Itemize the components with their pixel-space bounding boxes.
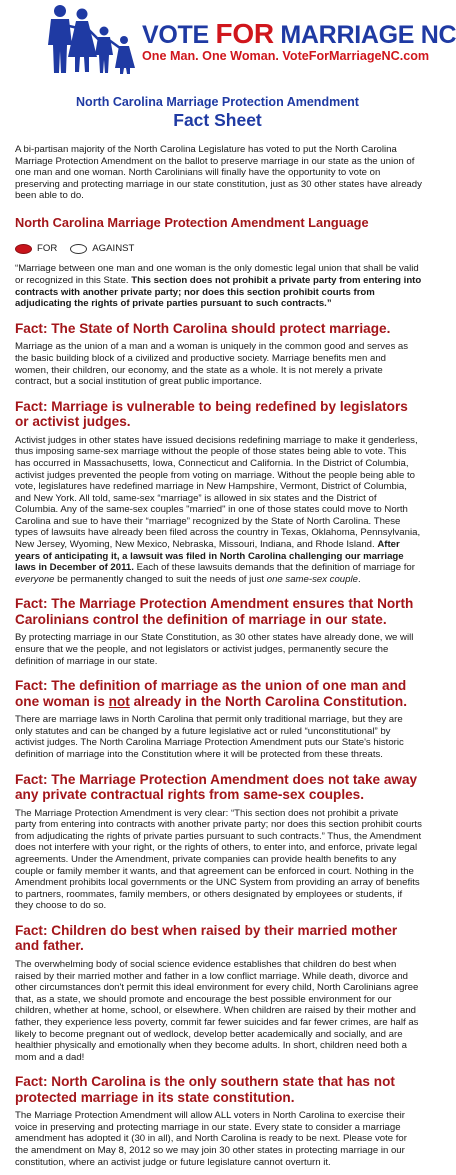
fact-7-heading: Fact: North Carolina is the only southern state that has not protected marriage in its state constitution.: [15, 1074, 395, 1105]
fact-2-body-em1: everyone: [15, 573, 55, 585]
brand-marriage: MARRIAGE NC: [280, 21, 456, 49]
fact-4-body: There are marriage laws in North Carolina that permit only traditional marriage, but they are only statutes and can be changed by a future legislative act or ruled “unconstitutional” by activist judges. The North Carolina Marriage Protection Amendment puts our State's historic definition of marriage into the Constitution where it will be protected from these threats.: [15, 714, 404, 760]
brand-block: [142, 18, 456, 63]
for-oval-icon: [15, 244, 32, 254]
fact-4-heading: [15, 678, 422, 709]
fact-2-body: [15, 435, 422, 586]
brand-title: [142, 18, 456, 49]
brand-vote: VOTE: [142, 21, 209, 49]
fact-3-body: By protecting marriage in our State Constitution, as 30 other states have already done, we will ensure that we the people, and not legislators or activist judges, permanently secure the definition of marriage in our state.: [15, 632, 414, 667]
fact-2-body-b: Each of these lawsuits demands that the definition of marriage for: [133, 562, 415, 574]
fact-5-heading: Fact: The Marriage Protection Amendment does not take away any private contractual rights from same-sex couples.: [15, 771, 418, 803]
fact-6-body: The overwhelming body of social science evidence establishes that children do best when raised by their married mother and father in a low conflict marriage. While death, divorce and other circumstances don't permit this ideal environment for every child, North Carolinians agree that, as a state, we should promote and encourage the best possible environment for our children, whether at home, school, or elsewhere. When children are raised by their mother and father, they experience less poverty, commit far fewer suicides and far fewer crimes, are half as likely to become pregnant out of wedlock, develop better academically and socially, and are healthier physically and emotionally when they become adults. In short, children need both a mom and a dad!: [15, 958, 419, 1063]
amendment-quote: [15, 263, 422, 309]
quote-bold: This section does not prohibit a private party from entering into contracts with another private party; nor does this section prohibit courts from adjudicating the rights of private parties pursuant to such contracts.”: [15, 275, 422, 310]
fact-4-heading-underlined: not: [108, 693, 130, 709]
intro-paragraph: A bi-partisan majority of the North Carolina Legislature has voted to put the North Carolina Marriage Protection Amendment on the ballot to preserve marriage in our state as the union of one man and one woman. North Carolinians will finally have the opportunity to vote on preserving and protecting marriage in our state constitution, just as 30 other states have already been able to do.: [15, 144, 422, 202]
quote-plain: “Marriage between one man and one woman is the only domestic legal union that shall be valid or recognized in this State.: [15, 263, 419, 287]
content-body: [15, 144, 422, 1168]
fact-5-body: The Marriage Protection Amendment is very clear: “This section does not prohibit a private party from entering into contracts with another private party; nor does this section prohibit courts from adjudicating the rights of private parties pursuant to such contracts.” Thus, the Amendment does not interfere with your right, or the rights of others, to enter into, and enforce, private legal agreements. Under the Amendment, private companies can provide health benefits to any couple or family member it wants, and that agreement can be enforced in court. Nothing in the Amendment prohibits local governments or the UNC System from providing an array of benefits to partners, roommates, family members, or others designated by employees or students, if they choose to do so.: [15, 807, 422, 912]
fact-2-heading: Fact: Marriage is vulnerable to being redefined by legislators or activist judges.: [15, 398, 408, 430]
fact-2-body-a: Activist judges in other states have issued decisions redefining marriage to make it genderless, thus imposing same-sex marriage without the people of those states being able to vote. This has occurred in Massachusetts, Iowa, Connecticut and California. In the District of Columbia, activist judges prevented the people from voting on marriage. Without the people being able to vote, legislatures have redefined marriage in New Hampshire, Vermont, District of Columbia, and New York. All told, same-sex “marriage” is allowed in six states and the District of Columbia. Any of the same-sex couples "married" in one of those states could move to North Carolina and sue to have their “marriage” recognized by the State of North Carolina. These types of lawsuits have already been filed across the country in Texas, Oklahoma, Pennsylvania, New Jersey, Wyoming, New Mexico, Nebraska, Missouri, Indiana, and Rhode Island.: [15, 434, 421, 551]
fact-2-body-bold: After years of anticipating it, a lawsuit was filed in North Carolina challenging our marriage laws in December of 2011.: [15, 539, 404, 574]
fact-3-heading: Fact: The Marriage Protection Amendment ensures that North Carolinians control the definition of marriage in our state.: [15, 596, 414, 627]
brand-for: FOR: [215, 18, 274, 49]
against-oval-icon: [70, 244, 87, 254]
fact-4-heading-b: already in the North Carolina Constitution.: [129, 693, 407, 709]
fact-2-body-c: be permanently changed to suit the needs of just: [54, 573, 267, 585]
for-label: FOR: [37, 243, 58, 255]
fact-2-body-em2: one same-sex couple: [266, 573, 358, 585]
fact-6-heading: Fact: Children do best when raised by their married mother and father.: [15, 922, 398, 954]
sheet-heading: [0, 95, 435, 130]
fact-1-body: Marriage as the union of a man and a woman is uniquely in the common good and serves as the basic building block of a civilized and productive society. Marriage benefits men and women, their children, our economy, and the state as a whole. It is not merely a private contract, but a social institution of great public importance.: [15, 341, 409, 388]
against-label: AGAINST: [92, 243, 135, 255]
brand-tagline: One Man. One Woman. VoteForMarriageNC.com: [142, 49, 430, 63]
fact-1-heading: Fact: The State of North Carolina should protect marriage.: [15, 320, 391, 336]
fact-7-body: The Marriage Protection Amendment will allow ALL voters in North Carolina to exercise their voice in preserving and protecting marriage in our state. Every state to consider a marriage amendment has adopted it (30 in all), and North Carolina is ready to be next. Please vote for the amendment on May 8, 2012 so we may join 30 other states in protecting marriage in our constitution, where an activist judge or future legislature cannot overturn it.: [15, 1110, 407, 1168]
fact-2-body-d: .: [357, 573, 361, 585]
sheet-title: Fact Sheet: [173, 110, 262, 130]
sheet-subtitle: North Carolina Marriage Protection Amendment: [76, 95, 359, 109]
ballot-options: [15, 243, 422, 254]
fact-4-heading-a: Fact: The definition of marriage as the union of one man and one woman is: [15, 678, 407, 709]
family-silhouette-logo: [46, 2, 138, 74]
amendment-language-heading: North Carolina Marriage Protection Amendment Language: [15, 214, 369, 230]
header-banner: [0, 0, 456, 78]
